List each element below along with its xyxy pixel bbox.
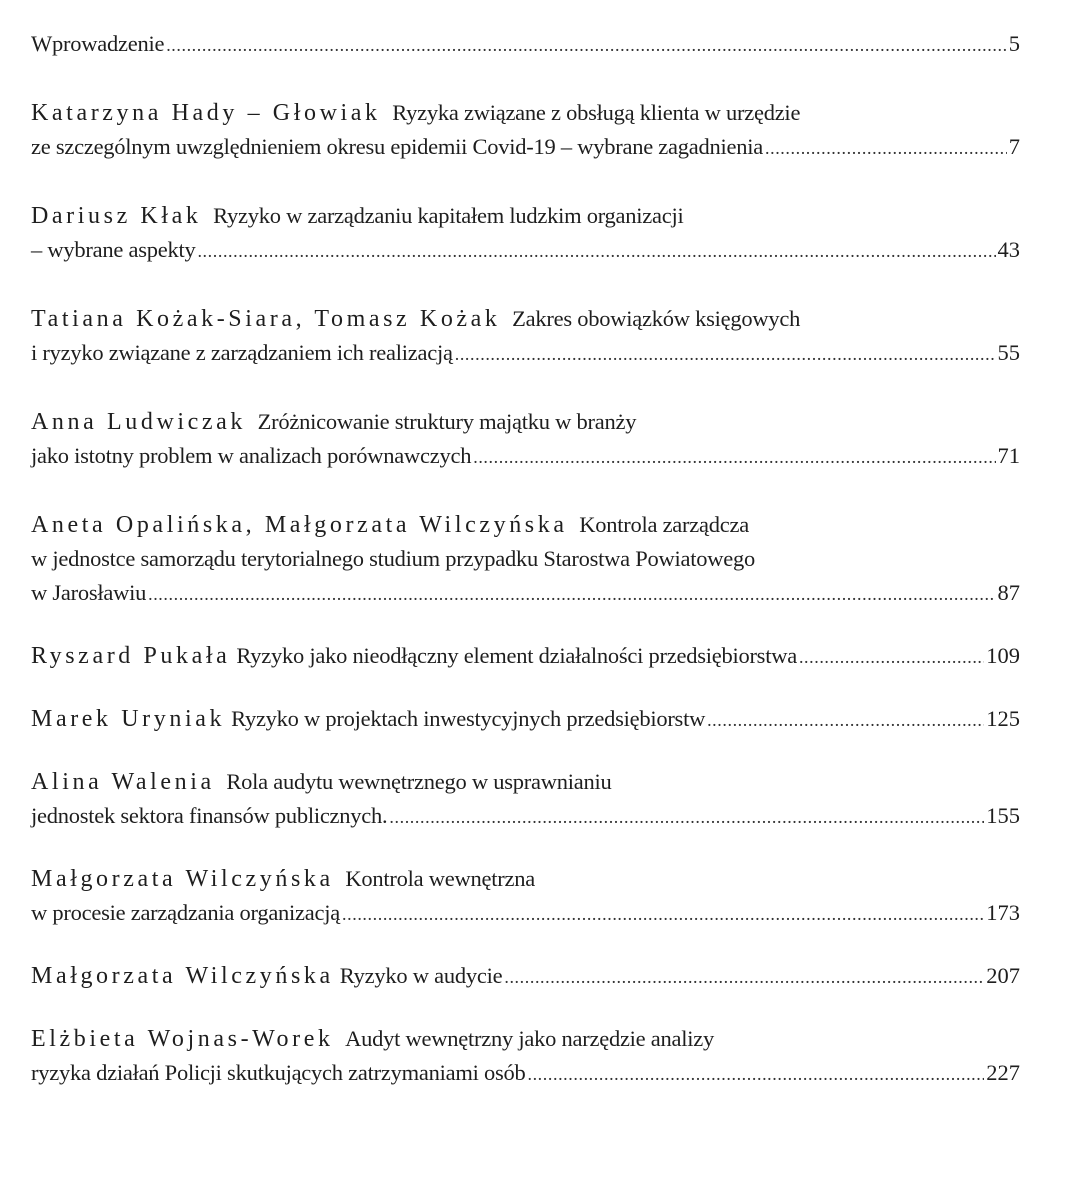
toc-author: Elżbieta Wojnas-Worek [31, 1026, 334, 1052]
toc-author: Alina Walenia [31, 769, 215, 795]
toc-line [31, 959, 1020, 994]
toc-title: Kontrola wewnętrzna [345, 866, 535, 891]
dot-leader [342, 897, 984, 931]
toc-title-continued: jako istotny problem w analizach porównawczych [31, 443, 472, 468]
dot-leader [527, 1057, 984, 1091]
page-number: 173 [986, 900, 1020, 925]
toc-title: Ryzyka związane z obsługą klienta w urzędzie [392, 100, 801, 125]
toc-entry [31, 96, 1020, 165]
toc-line [31, 508, 1020, 542]
page-number: 207 [986, 963, 1020, 988]
table-of-contents [31, 27, 1020, 1091]
page-number: 5 [1008, 31, 1020, 56]
toc-title-continued: w Jarosławiu [31, 580, 147, 605]
toc-line [31, 542, 1020, 576]
page-number: 55 [997, 340, 1020, 365]
toc-entry [31, 959, 1020, 994]
toc-title: Wprowadzenie [31, 31, 165, 56]
dot-leader [504, 960, 984, 994]
page-number: 227 [986, 1060, 1020, 1085]
dot-leader [148, 577, 995, 611]
toc-line [31, 862, 1020, 896]
toc-title: Audyt wewnętrzny jako narzędzie analizy [345, 1026, 714, 1051]
toc-entry [31, 862, 1020, 931]
toc-entry [31, 508, 1020, 611]
toc-line [31, 405, 1020, 439]
toc-entry [31, 405, 1020, 474]
toc-title: Ryzyko w audycie [339, 963, 503, 988]
page-number: 7 [1008, 134, 1020, 159]
toc-title: Rola audytu wewnętrznego w usprawnianiu [226, 769, 612, 794]
toc-title-continued: i ryzyko związane z zarządzaniem ich realizacją [31, 340, 453, 365]
toc-title-continued: – wybrane aspekty [31, 237, 196, 262]
toc-entry [31, 639, 1020, 674]
toc-author: Ryszard Pukała [31, 643, 231, 669]
page-number: 125 [986, 706, 1020, 731]
toc-line [31, 1056, 1020, 1091]
toc-entry [31, 302, 1020, 371]
toc-line [31, 639, 1020, 674]
toc-entry [31, 199, 1020, 268]
toc-author: Małgorzata Wilczyńska [31, 866, 334, 892]
toc-author: Anna Ludwiczak [31, 409, 247, 435]
page-number: 155 [986, 803, 1020, 828]
toc-line [31, 27, 1020, 62]
toc-author: Aneta Opalińska, Małgorzata Wilczyńska [31, 512, 568, 538]
toc-author: Małgorzata Wilczyńska [31, 963, 334, 989]
toc-title-continued: ryzyka działań Policji skutkujących zatrzymaniami osób [31, 1060, 526, 1085]
toc-line [31, 336, 1020, 371]
toc-title: Ryzyko w projektach inwestycyjnych przedsiębiorstw [231, 706, 706, 731]
toc-entry [31, 765, 1020, 834]
dot-leader [455, 337, 996, 371]
toc-entry [31, 1022, 1020, 1091]
toc-line [31, 302, 1020, 336]
dot-leader [765, 131, 1007, 165]
toc-title: Kontrola zarządcza [579, 512, 749, 537]
page-number: 87 [997, 580, 1020, 605]
toc-line [31, 576, 1020, 611]
toc-line [31, 439, 1020, 474]
toc-title-continued: w procesie zarządzania organizacją [31, 900, 341, 925]
dot-leader [166, 28, 1007, 62]
dot-leader [707, 703, 984, 737]
toc-title-continued: w jednostce samorządu terytorialnego studium przypadku Starostwa Powiatowego [31, 546, 755, 571]
toc-title-continued: ze szczególnym uwzględnieniem okresu epidemii Covid-19 – wybrane zagadnienia [31, 134, 763, 159]
toc-entry [31, 702, 1020, 737]
toc-line [31, 799, 1020, 834]
toc-entry-intro [31, 27, 1020, 62]
dot-leader [799, 640, 984, 674]
toc-author: Dariusz Kłak [31, 203, 202, 229]
toc-author: Tatiana Kożak-Siara, Tomasz Kożak [31, 306, 501, 332]
page-number: 43 [997, 237, 1020, 262]
toc-line [31, 233, 1020, 268]
page-number: 109 [986, 643, 1020, 668]
dot-leader [473, 440, 995, 474]
toc-line [31, 765, 1020, 799]
toc-line [31, 96, 1020, 130]
toc-author: Marek Uryniak [31, 706, 226, 732]
toc-title-continued: jednostek sektora finansów publicznych. [31, 803, 388, 828]
page-number: 71 [997, 443, 1020, 468]
toc-line [31, 896, 1020, 931]
toc-title: Zakres obowiązków księgowych [512, 306, 801, 331]
toc-line [31, 130, 1020, 165]
toc-title: Ryzyko w zarządzaniu kapitałem ludzkim organizacji [213, 203, 684, 228]
dot-leader [197, 234, 995, 268]
toc-line [31, 1022, 1020, 1056]
dot-leader [389, 800, 984, 834]
toc-author: Katarzyna Hady – Głowiak [31, 100, 381, 126]
toc-title: Zróżnicowanie struktury majątku w branży [257, 409, 637, 434]
toc-title: Ryzyko jako nieodłączny element działalności przedsiębiorstwa [236, 643, 797, 668]
toc-line [31, 199, 1020, 233]
toc-line [31, 702, 1020, 737]
